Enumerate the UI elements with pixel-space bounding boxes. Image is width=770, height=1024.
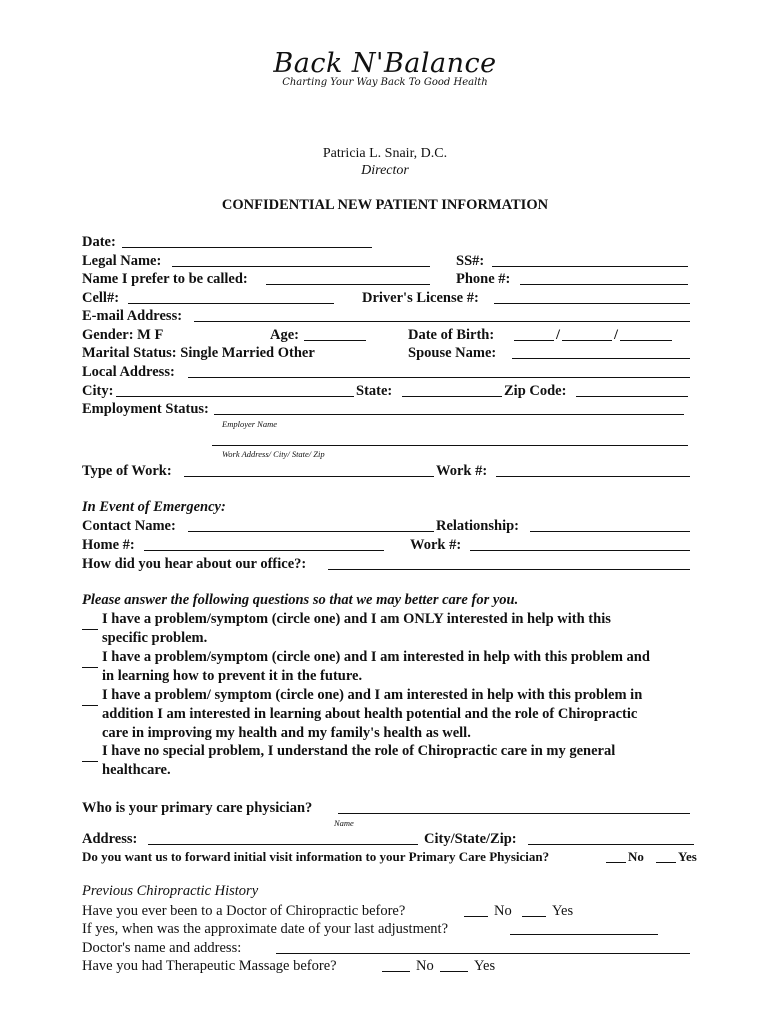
dob-label: Date of Birth: bbox=[408, 327, 495, 343]
ss-field[interactable] bbox=[492, 266, 688, 267]
question-option-1 bbox=[82, 610, 611, 646]
question-option-2 bbox=[82, 648, 650, 684]
option-1-line-2: specific problem. bbox=[102, 630, 208, 646]
physician-name-hint: Name bbox=[334, 818, 354, 828]
marital-status-label: Marital Status: Single Married Other bbox=[82, 345, 315, 361]
forward-no-label: No bbox=[628, 849, 644, 864]
state-field[interactable] bbox=[402, 396, 502, 397]
local-address-label: Local Address: bbox=[82, 364, 175, 380]
date-field[interactable] bbox=[122, 247, 372, 248]
history-q4-yes-checkbox[interactable] bbox=[440, 971, 468, 972]
email-label: E-mail Address: bbox=[82, 308, 183, 324]
date-label: Date: bbox=[82, 234, 116, 250]
history-q4-yes-label: Yes bbox=[474, 958, 496, 974]
history-q4-no-label: No bbox=[416, 958, 434, 974]
state-label: State: bbox=[356, 383, 393, 399]
referral-field[interactable] bbox=[328, 569, 690, 570]
option-4-line-1: I have no special problem, I understand the role of Chiropractic care in my general bbox=[102, 743, 616, 759]
history-q1-no-checkbox[interactable] bbox=[464, 916, 488, 917]
type-of-work-label: Type of Work: bbox=[82, 463, 172, 479]
cell-field[interactable] bbox=[128, 303, 334, 304]
type-of-work-field[interactable] bbox=[184, 476, 434, 477]
option-3-checkbox[interactable] bbox=[82, 686, 98, 706]
drivers-license-field[interactable] bbox=[494, 303, 690, 304]
forward-question: Do you want us to forward initial visit information to your Primary Care Physician? bbox=[82, 849, 550, 864]
emergency-work-label: Work #: bbox=[410, 537, 462, 553]
work-address-hint: Work Address/ City/ State/ Zip bbox=[222, 449, 325, 459]
option-2-checkbox[interactable] bbox=[82, 648, 98, 668]
phone-field[interactable] bbox=[520, 284, 688, 285]
option-4-line-2: healthcare. bbox=[102, 762, 171, 778]
emergency-work-field[interactable] bbox=[470, 550, 690, 551]
option-4-checkbox[interactable] bbox=[82, 742, 98, 762]
doctor-title: Director bbox=[361, 163, 409, 178]
preferred-name-label: Name I prefer to be called: bbox=[82, 271, 248, 287]
logo-text: Back N'Balance bbox=[273, 48, 497, 79]
dob-year-field[interactable] bbox=[620, 340, 672, 341]
forward-yes-label: Yes bbox=[678, 849, 697, 864]
age-label: Age: bbox=[270, 327, 299, 343]
home-phone-label: Home #: bbox=[82, 537, 135, 553]
work-phone-label: Work #: bbox=[436, 463, 488, 479]
history-q4-label: Have you had Therapeutic Massage before? bbox=[82, 958, 337, 974]
employer-name-field[interactable] bbox=[214, 414, 684, 415]
home-phone-field[interactable] bbox=[144, 550, 384, 551]
history-q1-no-label: No bbox=[494, 903, 512, 919]
city-field[interactable] bbox=[116, 396, 354, 397]
forward-no-checkbox[interactable] bbox=[606, 862, 626, 863]
physician-city-label: City/State/Zip: bbox=[424, 831, 517, 847]
history-q1-label: Have you ever been to a Doctor of Chiropractic before? bbox=[82, 903, 406, 919]
dob-slash-1: / bbox=[556, 327, 561, 343]
dob-day-field[interactable] bbox=[562, 340, 612, 341]
work-phone-field[interactable] bbox=[496, 476, 690, 477]
questions-heading: Please answer the following questions so that we may better care for you. bbox=[82, 592, 519, 608]
option-3-line-1: I have a problem/ symptom (circle one) and I am interested in help with this problem in bbox=[102, 687, 643, 703]
option-3-line-2: addition I am interested in learning about health potential and the role of Chiropractic bbox=[102, 706, 638, 722]
city-label: City: bbox=[82, 383, 114, 399]
history-q4-no-checkbox[interactable] bbox=[382, 971, 410, 972]
physician-address-label: Address: bbox=[82, 831, 138, 847]
history-q1-yes-checkbox[interactable] bbox=[522, 916, 546, 917]
zip-field[interactable] bbox=[576, 396, 688, 397]
physician-city-field[interactable] bbox=[528, 844, 694, 845]
zip-label: Zip Code: bbox=[504, 383, 567, 399]
forward-yes-checkbox[interactable] bbox=[656, 862, 676, 863]
doctor-name: Patricia L. Snair, D.C. bbox=[322, 146, 448, 161]
history-q2-label: If yes, when was the approximate date of your last adjustment? bbox=[82, 921, 449, 937]
work-address-field[interactable] bbox=[212, 445, 688, 446]
history-q3-label: Doctor's name and address: bbox=[82, 940, 242, 956]
history-q2-field[interactable] bbox=[510, 934, 658, 935]
employer-name-hint: Employer Name bbox=[222, 419, 278, 429]
ss-label: SS#: bbox=[456, 253, 485, 269]
contact-name-field[interactable] bbox=[188, 531, 434, 532]
referral-label: How did you hear about our office?: bbox=[82, 556, 307, 572]
option-1-line-1: I have a problem/symptom (circle one) and I am ONLY interested in help with this bbox=[102, 611, 611, 627]
preferred-name-field[interactable] bbox=[266, 284, 430, 285]
legal-name-field[interactable] bbox=[172, 266, 430, 267]
local-address-field[interactable] bbox=[188, 377, 690, 378]
gender-label: Gender: M F bbox=[82, 327, 164, 343]
clinic-logo bbox=[0, 48, 770, 88]
history-heading: Previous Chiropractic History bbox=[82, 883, 259, 899]
question-option-4 bbox=[82, 742, 616, 778]
cell-label: Cell#: bbox=[82, 290, 120, 306]
age-field[interactable] bbox=[304, 340, 366, 341]
dob-slash-2: / bbox=[614, 327, 619, 343]
option-2-line-2: in learning how to prevent it in the future. bbox=[102, 668, 363, 684]
emergency-heading: In Event of Emergency: bbox=[82, 499, 226, 515]
spouse-label: Spouse Name: bbox=[408, 345, 497, 361]
phone-label: Phone #: bbox=[456, 271, 511, 287]
option-3-line-3: care in improving my health and my family's health as well. bbox=[102, 725, 471, 741]
question-option-3 bbox=[82, 686, 643, 741]
option-1-checkbox[interactable] bbox=[82, 610, 98, 630]
legal-name-label: Legal Name: bbox=[82, 253, 162, 269]
physician-name-field[interactable] bbox=[338, 813, 690, 814]
physician-question: Who is your primary care physician? bbox=[82, 800, 313, 816]
email-field[interactable] bbox=[194, 321, 690, 322]
physician-address-field[interactable] bbox=[148, 844, 418, 845]
employment-label: Employment Status: bbox=[82, 401, 209, 417]
dob-month-field[interactable] bbox=[514, 340, 554, 341]
relationship-label: Relationship: bbox=[436, 518, 519, 534]
contact-name-label: Contact Name: bbox=[82, 518, 176, 534]
history-q3-field[interactable] bbox=[276, 953, 690, 954]
form-title: CONFIDENTIAL NEW PATIENT INFORMATION bbox=[221, 197, 549, 213]
relationship-field[interactable] bbox=[530, 531, 690, 532]
history-q1-yes-label: Yes bbox=[552, 903, 574, 919]
spouse-field[interactable] bbox=[512, 358, 690, 359]
logo-tagline: Charting Your Way Back To Good Health bbox=[282, 77, 488, 88]
option-2-line-1: I have a problem/symptom (circle one) and I am interested in help with this problem and bbox=[102, 649, 650, 665]
drivers-license-label: Driver's License #: bbox=[362, 290, 479, 306]
